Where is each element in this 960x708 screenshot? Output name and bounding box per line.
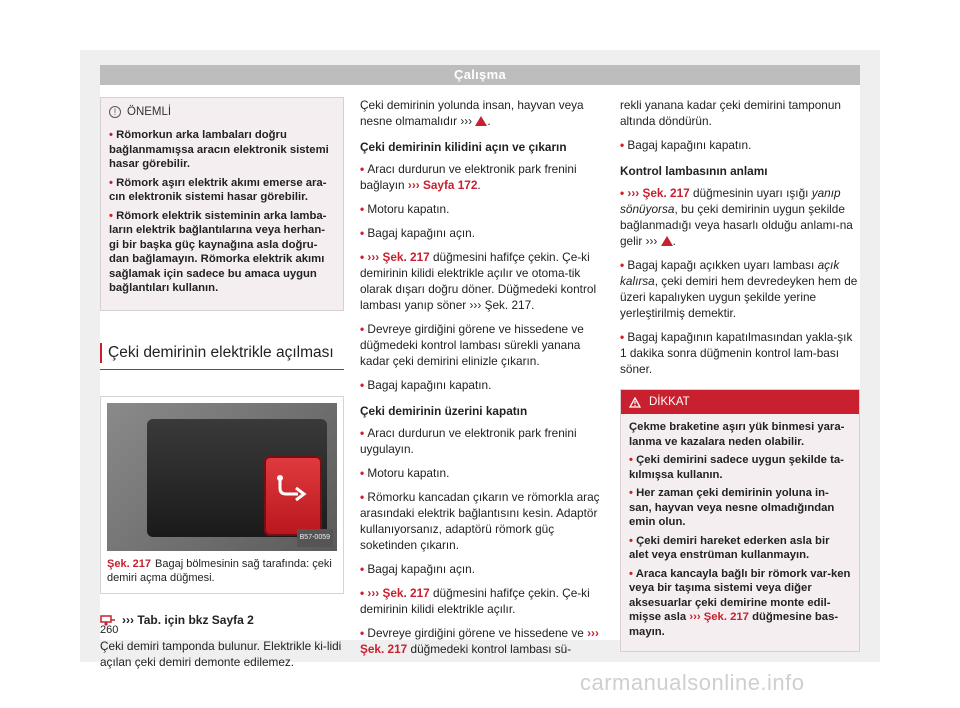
list-item: • Römork elektrik sisteminin arka lamba-ların elektrik bağlantılarına veya herhan-gi bir başka güç kaynağına asla doğru-dan bağlamayın. Römorka elektrik akımı sağlamak için sadece bu amaca uygun bağlantıları kullanın. <box>109 209 327 294</box>
trim-panel <box>147 419 327 537</box>
onemli-heading: ÖNEMLİ <box>127 106 172 118</box>
warning-triangle-icon <box>629 397 641 408</box>
figure-link[interactable]: ››› Şek. 217 <box>627 186 690 200</box>
section-heading: Çeki demirinin elektrikle açılması <box>100 343 344 363</box>
figure-link[interactable]: ››› Sayfa 172 <box>407 178 478 192</box>
onemli-header <box>109 104 335 120</box>
list-item: • Motoru kapatın. <box>360 466 450 480</box>
subheading: Çeki demirinin üzerini kapatın <box>360 404 528 418</box>
list-item: • Römorku kancadan çıkarın ve römorkla araç arasındaki elektrik bağlantısını kesin. Adaptör kullanıyorsanız, adaptörü römork güç soketinden çıkarın. <box>360 490 600 552</box>
dikkat-body <box>621 414 859 651</box>
list-item: • Römork aşırı elektrik akımı emerse ara-cın elektronik sistemi hasar görebilir. <box>109 176 327 203</box>
figure-ref: Şek. 217 <box>107 557 152 570</box>
dikkat-warning-box <box>620 389 860 652</box>
list-item: • Bagaj kapağını açın. <box>360 562 475 576</box>
tow-bar-release-button <box>264 456 322 536</box>
column-1 <box>100 97 344 670</box>
page-number: 260 <box>100 624 119 636</box>
tab-reference[interactable] <box>100 612 344 628</box>
page-section-title: Çalışma <box>454 67 506 82</box>
list-item: • Römorkun arka lambaları doğru bağlanmamışsa aracın elektronik sistemi hasar görebilir. <box>109 129 329 170</box>
dikkat-heading: DİKKAT <box>649 396 690 408</box>
list-item: • Aracı durdurun ve elektronik park frenini uygulayın. <box>360 426 577 456</box>
section-divider <box>100 369 344 370</box>
figure-caption <box>107 557 337 585</box>
watermark: carmanualsonline.info <box>580 670 805 695</box>
list-item: • Bagaj kapağını kapatın. <box>360 378 492 392</box>
paragraph: Çeki demirinin yolunda insan, hayvan veya nesne olmamalıdır ››› . <box>360 98 584 128</box>
list-item: • Araca kancayla bağlı bir römork var-ken veya bir taşıma sistemi veya diğer aksesuarlar çeki demirine monte edil-mişse asla ››› Şek. 217 düğmesine bas-mayın. <box>629 567 851 638</box>
list-item: • Her zaman çeki demirinin yoluna in-san, hayvan veya nesne olmadığından emin olun. <box>629 487 835 528</box>
list-item: • Bagaj kapağının kapatılmasından yakla-şık 1 dakika sonra düğmenin kontrol lam-bası söner. <box>620 330 853 376</box>
list-item: • Çeki demiri hareket ederken asla bir alet veya enstrüman kullanmayın. <box>629 534 830 561</box>
list-item: • Aracı durdurun ve elektronik park frenini bağlayın ››› Sayfa 172. <box>360 162 577 192</box>
header-bar <box>100 65 860 85</box>
warning-icon <box>475 116 487 126</box>
retract-steps <box>360 425 602 657</box>
tow-hook-icon <box>274 474 312 504</box>
list-item: • ››› Şek. 217 düğmesini hafifçe çekin. Çe-ki demirinin kilidi elektrikle açılır. <box>360 586 590 616</box>
figure-code: B57-0059 <box>297 529 333 547</box>
dikkat-intro: Çekme braketine aşırı yük binmesi yara-lanma ve kazalara neden olabilir. <box>629 421 845 448</box>
subheading: Çeki demirinin kilidini açın ve çıkarın <box>360 140 567 154</box>
list-item: • Bagaj kapağını kapatın. <box>620 138 752 152</box>
onemli-list <box>109 128 335 296</box>
paragraph: rekli yanana kadar çeki demirini tamponun altında döndürün. <box>620 98 841 128</box>
figure-link[interactable]: ››› Şek. 217 <box>360 626 599 656</box>
tab-reference-text: ››› Tab. için bkz Sayfa 2 <box>122 612 254 627</box>
list-item: • Çeki demirini sadece uygun şekilde ta-kılmışsa kullanın. <box>629 454 844 481</box>
figure-217 <box>100 396 344 594</box>
list-item: • Bagaj kapağını açın. <box>360 226 475 240</box>
figure-link[interactable]: ››› Şek. 217 <box>367 250 430 264</box>
info-icon: ! <box>109 106 121 118</box>
subheading: Kontrol lambasının anlamı <box>620 164 768 178</box>
figure-link[interactable]: ››› Şek. 217 <box>367 586 430 600</box>
onemli-notice-box <box>100 97 344 311</box>
list-item: • ››› Şek. 217 düğmesinin uyarı ışığı yanıp sönüyorsa, bu çeki demirinin uygun şekilde bağlanmadığı veya hasarlı olduğu anlamı-na gelir ››› . <box>620 186 853 248</box>
list-item: • Devreye girdiğini görene ve hissedene ve ››› Şek. 217 düğmedeki kontrol lambası sü- <box>360 626 599 656</box>
paragraph: Çeki demiri tamponda bulunur. Elektrikle ki-lidi açılan çeki demiri demonte edilemez. <box>100 638 342 669</box>
list-item: • Devreye girdiğini görene ve hissedene ve düğmedeki kontrol lambası sürekli yanana kadar çeki demirini elinizle çıkarın. <box>360 322 584 368</box>
figure-link[interactable]: ››› Şek. 217 <box>689 611 749 623</box>
tow-bar-button-image <box>107 403 337 551</box>
warning-icon <box>661 236 673 246</box>
list-item: • ››› Şek. 217 düğmesini hafifçe çekin. Çe-ki demirinin kilidi elektrikle açılır ve otoma-tik olarak dışarı doğru döner. Düğmedeki kontrol lambası yanıp söner ››› Şek. 217. <box>360 250 597 312</box>
unlock-steps <box>360 161 602 393</box>
column-2 <box>360 97 602 665</box>
list-item: • Bagaj kapağı açıkken uyarı lambası açık kalırsa, çeki demiri hem devredeyken hem de üzeri kapalıyken uygun şekilde yerine yerleştirilmiş demektir. <box>620 258 858 320</box>
column-3 <box>620 97 860 652</box>
dikkat-header <box>621 390 859 414</box>
caption-text: Bagaj bölmesinin sağ tarafında: çeki demiri açma düğmesi. <box>107 557 332 584</box>
list-item: • Motoru kapatın. <box>360 202 450 216</box>
